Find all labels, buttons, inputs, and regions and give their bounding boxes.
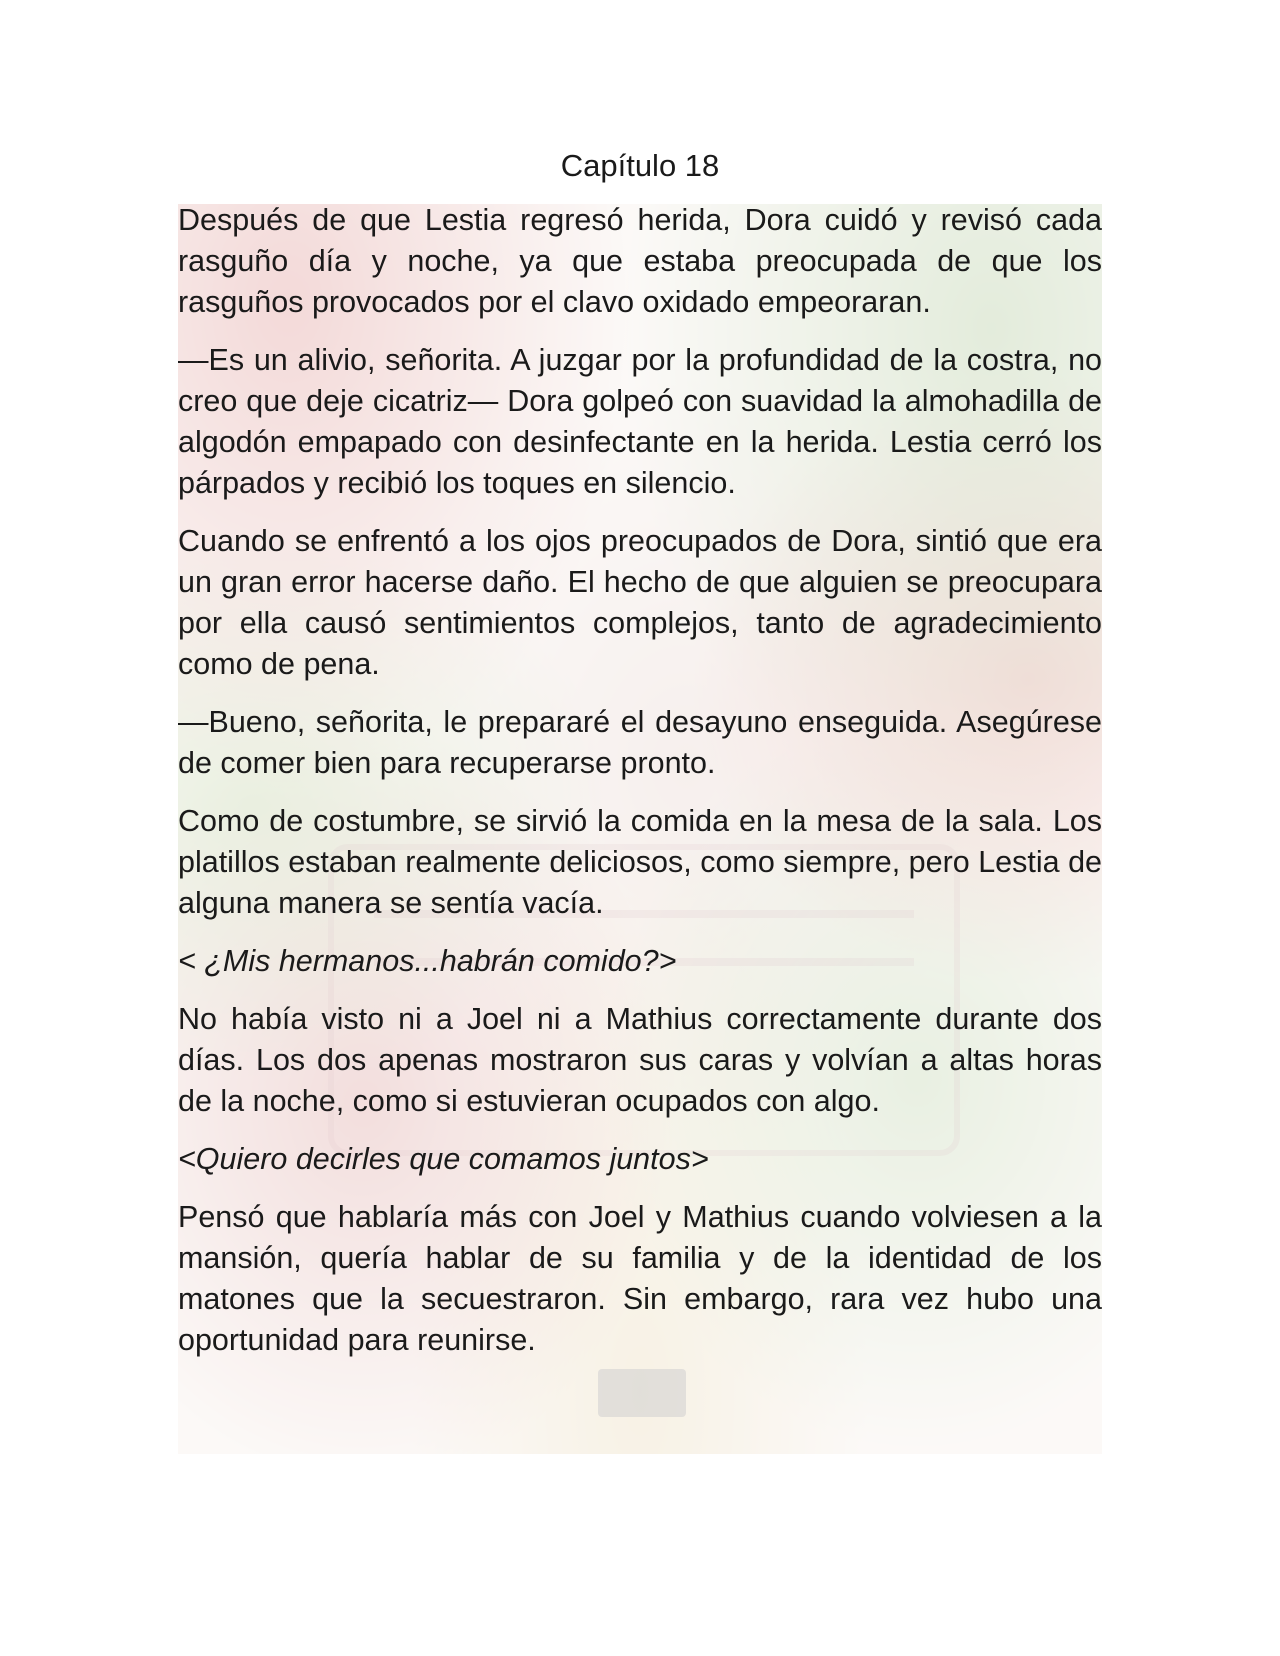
thought-line: < ¿Mis hermanos...habrán comido?> (178, 944, 677, 978)
paragraph: No había visto ni a Joel ni a Mathius correctamente durante dos días. Los dos apenas mostraron sus caras y volvían a altas horas de la noche, como si estuvieran ocupados con algo. (178, 1002, 1102, 1118)
paragraph: Cuando se enfrentó a los ojos preocupados de Dora, sintió que era un gran error hacerse daño. El hecho de que alguien se preocupara por ella causó sentimientos complejos, tanto de agradecimiento como de pena. (178, 524, 1102, 681)
chapter-title: Capítulo 18 (560, 148, 720, 183)
paragraph: —Bueno, señorita, le prepararé el desayuno enseguida. Asegúrese de comer bien para recuperarse pronto. (178, 705, 1102, 780)
paragraph: Como de costumbre, se sirvió la comida en la mesa de la sala. Los platillos estaban realmente deliciosos, como siempre, pero Lestia de alguna manera se sentía vacía. (178, 804, 1102, 920)
document-body (178, 146, 1102, 1378)
paragraph: Después de que Lestia regresó herida, Dora cuidó y revisó cada rasguño día y noche, ya que estaba preocupada de que los rasguños provocados por el clavo oxidado empeoraran. (178, 203, 1102, 319)
paragraph: —Es un alivio, señorita. A juzgar por la profundidad de la costra, no creo que deje cicatriz— Dora golpeó con suavidad la almohadilla de algodón empapado con desinfectante en la herida. Lestia cerró los párpados y recibió los toques en silencio. (178, 343, 1102, 500)
thought-line: <Quiero decirles que comamos juntos> (178, 1142, 709, 1176)
paragraph: Pensó que hablaría más con Joel y Mathius cuando volviesen a la mansión, quería hablar de su familia y de la identidad de los matones que la secuestraron. Sin embargo, rara vez hubo una oportunidad para reunirse. (178, 1200, 1102, 1357)
